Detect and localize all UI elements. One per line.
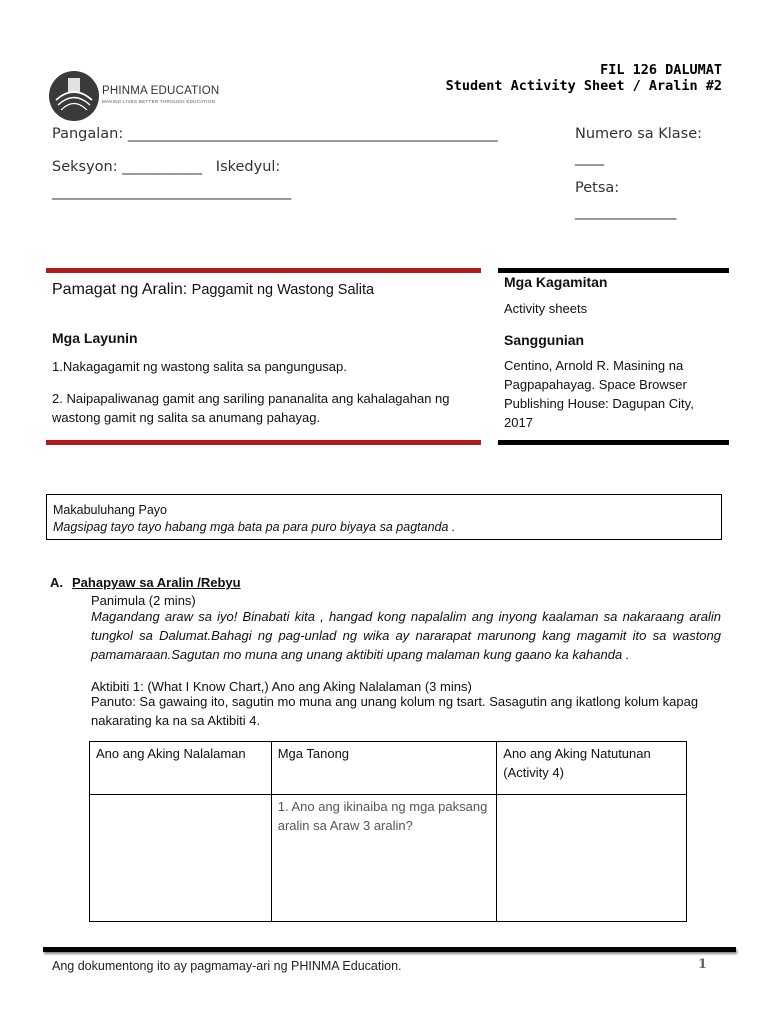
table-cell-question: 1. Ano ang ikinaiba ng mga paksang aralin sa Araw 3 aralin? [271,795,497,922]
objectives-heading: Mga Layunin [52,330,138,346]
materials-value: Activity sheets [504,301,588,316]
date-label: Petsa: [575,180,620,196]
materials-top-bar [498,268,729,273]
name-line[interactable]: ___________________________________________________ [127,126,498,142]
intro-label: Panimula (2 mins) [91,593,196,608]
objective-1: 1.Nakagagamit ng wastong salita sa pangungusap. [52,359,347,374]
footer-bar [43,947,736,952]
date-line[interactable]: ______________ [575,204,677,220]
table-cell-know[interactable] [90,795,272,922]
table-header-row [90,742,687,795]
name-field[interactable] [52,126,498,142]
activity-instructions: Panuto: Sa gawaing ito, sagutin mo muna ang unang kolum ng tsart. Sasagutin ang ikatlong kolum kapag nakarating ka na sa Aktibiti 4. [91,694,699,728]
course-code: FIL 126 DALUMAT [600,62,722,78]
class-number-label: Numero sa Klase: [575,126,703,142]
page-number: 1 [698,957,708,972]
course-header [446,62,722,94]
section-line[interactable]: ___________ [122,159,202,175]
advice-box [46,494,722,540]
materials-heading: Mga Kagamitan [504,274,608,290]
lesson-bottom-bar [46,440,481,445]
lesson-title-label: Pamagat ng Aralin: [52,281,188,298]
references-heading: Sanggunian [504,332,585,348]
activity-label: Aktibiti 1: (What I Know Chart,) Ano ang Aking Nalalaman (3 mins) [91,679,472,694]
schedule-line[interactable]: _________________________________ [52,184,292,200]
logo-text: PHINMA EDUCATION [102,85,220,97]
lesson-title [52,281,374,299]
intro-text: Magandang araw sa iyo! Binabati kita , hangad kong napalalim ang inyong kaalaman sa nakaraang aralin tungkol sa Dalumat.Bahagi ng pag-unlad ng wika ay nararapat marunong kang magamit ito sa wastong pamamaraan.Sagutan mo muna ang unang aktibiti upang malaman kung gaano ka kahanda . [91,609,721,662]
footer-text: Ang dokumentong ito ay pagmamay-ari ng PHINMA Education. [52,959,402,973]
table-header-cell: Ano ang Aking Nalalaman [90,742,272,795]
table-header-cell: Ano ang Aking Natutunan (Activity 4) [497,742,687,795]
schedule-label: Iskedyul: [215,159,281,175]
class-number-line[interactable]: ____ [575,150,604,166]
section-a-title: Pahapyaw sa Aralin /Rebyu [72,575,241,590]
logo-tagline: MAKING LIVES BETTER THROUGH EDUCATION [102,99,216,104]
section-a-heading [50,575,241,590]
section-a-letter: A. [50,575,63,590]
table-cell-learned[interactable] [497,795,687,922]
materials-bottom-bar [498,440,729,445]
name-label: Pangalan: [52,126,124,142]
section-label: Seksyon: [52,159,118,175]
section-field[interactable] [52,159,280,175]
lesson-title-value: Paggamit ng Wastong Salita [191,282,375,298]
references-value: Centino, Arnold R. Masining na Pagpapahayag. Space Browser Publishing House: Dagupan City, 2017 [504,358,694,430]
advice-text: Magsipag tayo tayo habang mga bata pa para puro biyaya sa pagtanda . [53,520,456,534]
lesson-top-bar [46,268,481,273]
table-row [90,795,687,922]
kwl-table [89,741,687,922]
advice-label: Makabuluhang Payo [53,503,167,517]
table-header-cell: Mga Tanong [271,742,497,795]
objective-2: 2. Naipapaliwanag gamit ang sariling pananalita ang kahalagahan ng wastong gamit ng salita sa anumang pahayag. [52,391,450,425]
sheet-title: Student Activity Sheet / Aralin #2 [445,78,722,94]
